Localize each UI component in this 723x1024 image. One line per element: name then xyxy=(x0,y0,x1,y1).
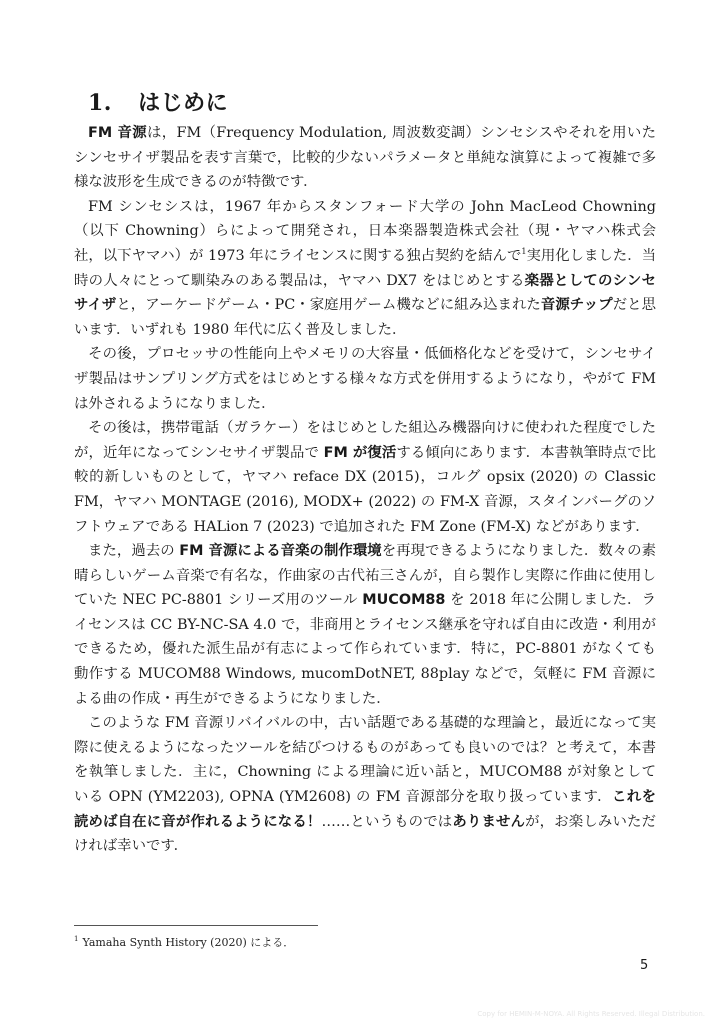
bold-text: FM が復活 xyxy=(323,444,397,461)
text-run: を 2018 年に公開しました．ライセンスは CC BY-NC-SA 4.0 で，非商用とライセンス継承を守れば自由に改造・利用ができるため，優れた派生品が有志によって作られています．特に，PC-8801 がなくても動作する MUCOM88 Windows, mucomDotNET, 88play などで，気軽に FM 音源による曲の作成・再生ができるようになりました． xyxy=(74,592,656,707)
bold-text: これを読めば自在に音が作れるようになる！ xyxy=(74,789,656,830)
section-number: 1. xyxy=(88,90,112,116)
text-run: は，FM（Frequency Modulation, 周波数変調）シンセシスやそれを用いたシンセサイザ製品を表す言葉で，比較的少ないパラメータと単純な演算によって複雑で多様な波形を生成できるのが特徴です． xyxy=(74,125,656,191)
footnote-ref: 1 xyxy=(521,247,527,257)
text-run: その後は，携帯電話（ガラケー）をはじめとした組込み機器向けに使われた程度でしたが，近年になってシンセサイザ製品で xyxy=(74,420,656,461)
bold-text: 音源チップ xyxy=(540,297,613,314)
text-run: を再現できるようになりました．数々の素晴らしいゲーム音楽で有名な，作曲家の古代祐三さんが，自ら製作し実際に作曲に使用していた NEC PC-8801 シリーズ用のツール xyxy=(74,543,656,609)
footnote xyxy=(74,934,294,950)
footnote-text: Yamaha Synth History (2020) による． xyxy=(82,936,295,949)
bold-text: ありません xyxy=(452,813,526,830)
text-run: 実用化しました．当時の人々にとって馴染みのある製品は，ヤマハ DX7 をはじめとする xyxy=(74,247,656,289)
text-run: が，お楽しみいただければ幸いです． xyxy=(74,813,656,855)
section-heading xyxy=(88,86,228,117)
text-run: する傾向にあります．本書執筆時点で比較的新しいものとして，ヤマハ reface DX (2015)，コルグ opsix (2020) の Classic FM，ヤマハ MONTAGE (2016), MODX+ (2022) の FM-X 音源，スタインバーグのソフトウェアである HALion 7 (2023) で追加された FM Zone (FM-X) などがあります． xyxy=(74,444,656,535)
section-title: はじめに xyxy=(138,91,229,116)
bold-text: FM 音源 xyxy=(88,125,147,141)
watermark: Copy for HEMIN-M-NOYA. All Rights Reserved. Illegal Distribution. xyxy=(477,1010,705,1018)
page-number: 5 xyxy=(640,958,649,973)
text-run: FM シンセシスは，1967 年からスタンフォード大学の John MacLeod Chowning（以下 Chowning）らによって開発され，日本楽器製造株式会社（現・ヤマハ株式会社，以下ヤマハ）が 1973 年にライセンスに関する独占契約を結んで xyxy=(74,198,656,264)
text-run: このような FM 音源リバイバルの中，古い話題である基礎的な理論と，最近になって実際に使えるようになったツールを結びつけるものがあっても良いのでは？と考えて，本書を執筆しました．主に，Chowning による理論に近い話と，MUCOM88 が対象としている OPN (YM2203), OPNA (YM2608) の FM 音源部分を取り扱っています． xyxy=(74,715,656,806)
paragraph xyxy=(74,342,656,416)
body-text xyxy=(74,121,656,859)
bold-text: MUCOM88 xyxy=(362,592,446,609)
text-run: だと思います．いずれも 1980 年代に広く普及しました． xyxy=(74,297,656,338)
text-run: ……というものでは xyxy=(321,813,453,830)
bold-text: 楽器としてのシンセサイザ xyxy=(74,272,656,314)
text-run: また，過去の xyxy=(88,543,180,560)
paragraph xyxy=(74,195,656,343)
bold-text: FM 音源による音楽の制作環境 xyxy=(179,543,382,560)
paragraph xyxy=(74,539,656,711)
text-run: その後，プロセッサの性能向上やメモリの大容量・低価格化などを受けて，シンセサイザ製品はサンプリング方式をはじめとする様々な方式を併用するようになり，やがて FM は外されるようになりました． xyxy=(74,346,656,412)
footnote-mark: 1 xyxy=(74,935,79,944)
paragraph xyxy=(74,121,656,195)
paragraph xyxy=(74,416,656,539)
paragraph xyxy=(74,711,656,859)
text-run: と，アーケードゲーム・PC・家庭用ゲーム機などに組み込まれた xyxy=(116,297,541,314)
footnote-rule xyxy=(74,925,318,926)
